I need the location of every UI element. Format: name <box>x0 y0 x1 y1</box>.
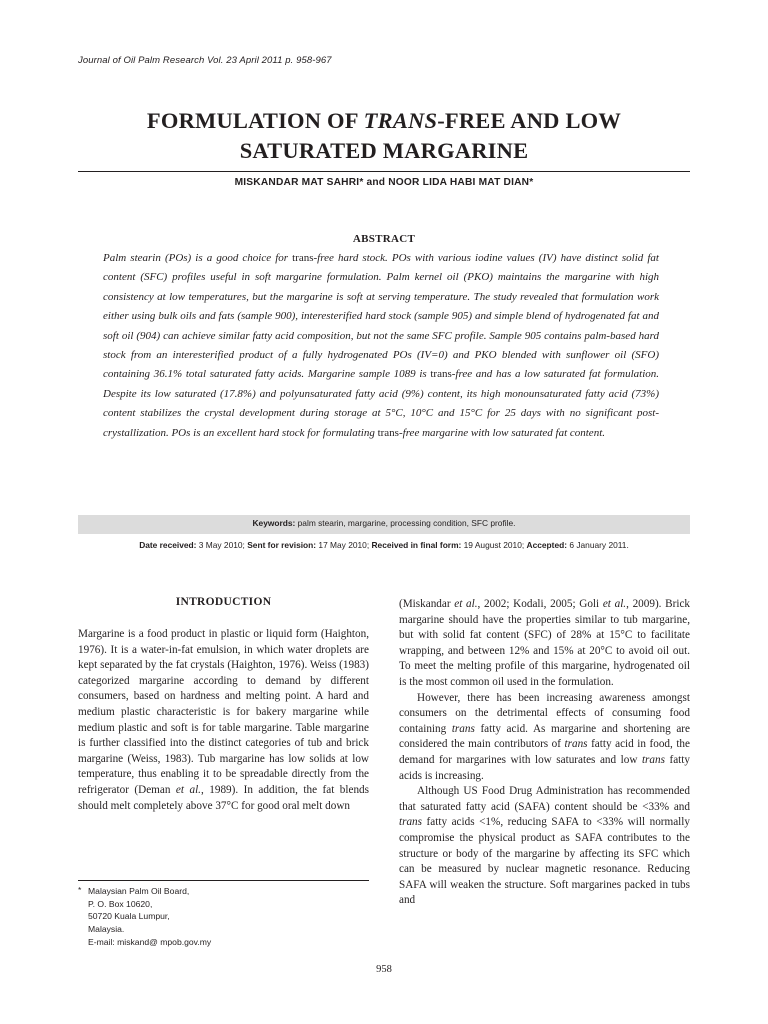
footnote-line: Malaysia. <box>88 924 125 935</box>
intro-paragraph-1-cont <box>399 597 690 691</box>
footnote-line: 50720 Kuala Lumpur, <box>88 911 170 922</box>
date-final-label: Received in final form: <box>371 540 462 550</box>
abstract-body <box>103 249 659 443</box>
intro-r2-text-c: fatty acid in food, the demand for margarines with low saturates and low <box>399 738 690 766</box>
footnote-line: P. O. Box 10620, <box>88 898 153 909</box>
footnote-line: Malaysian Palm Oil Board, <box>88 886 190 896</box>
abstract-trans-2: trans <box>430 368 452 381</box>
intro-r3-text-b: fatty acids <1%, reducing SAFA to <33% will normally compromise the physical product as SAFA contributes to the structure or body of the margarine by affecting its SFC which can be measured by nuclear magnetic resonance. Reducing SAFA will weaken the structure. Soft margarines packed in tubs and <box>399 816 690 907</box>
footnote-divider <box>78 880 369 881</box>
title-divider <box>78 171 690 172</box>
abstract-trans-1: trans <box>292 252 314 264</box>
intro-r2-text-d: fatty acids is increasing. <box>399 753 690 782</box>
footnote-affiliation <box>88 885 211 949</box>
intro-r2-trans-3: trans <box>641 753 665 766</box>
intro-p1-text-b: , 1989). In addition, the fat blends should melt completely above 37°C for good oral melt down <box>78 783 370 812</box>
intro-r2-text-a: However, there has been increasing awareness amongst consumers on the detrimental effects of consuming food containing <box>399 691 690 735</box>
paper-title <box>0 106 768 166</box>
title-line-2: SATURATED MARGARINE <box>239 138 529 163</box>
intro-r3-trans: trans <box>399 816 423 829</box>
title-part-1: FORMULATION OF <box>146 108 364 133</box>
intro-r2-trans-2: trans <box>564 738 588 751</box>
intro-paragraph-1 <box>78 627 369 814</box>
abstract-trans-3: trans <box>377 426 399 439</box>
keywords <box>78 518 690 528</box>
abstract-heading: ABSTRACT <box>352 233 416 245</box>
abstract-text-3: -free and has a low saturated fat formulation. Despite its low saturated (17.8%) and polyunsaturated fatty acid (9%) content, its high monounsaturated fatty acid (73%) content stabilizes the crystal development during storage at 5°C, 10°C and 15°C for 25 days with no significant post-crystallization. POs is an excellent hard stock for formulating <box>103 368 659 439</box>
submission-dates <box>78 540 690 550</box>
intro-r1-etal-2: et al. <box>602 598 627 610</box>
intro-p1-text-a: Margarine is a food product in plastic or liquid form (Haighton, 1976). It is a water-in-fat emulsion, in which water droplets are kept separated by the fat crystals (Haighton, 1976). Weiss (1983) categorized margarine according to demand by different consumers, based on hardness and melting point. A hard and medium plastic characteristic is for bakery margarine while medium plastic and soft is for table margarine. Table margarine is further classified into the distinct categories of tub and brick margarine (Weiss, 1983). Tub margarine has low solids at low temperature, thus enabling it to be spreadable directly from the refrigerator (Deman <box>78 628 369 796</box>
keywords-text: palm stearin, margarine, processing condition, SFC profile. <box>295 518 516 528</box>
introduction-heading: INTRODUCTION <box>175 596 272 608</box>
page-number: 958 <box>376 964 392 975</box>
keywords-label: Keywords: <box>252 518 296 528</box>
intro-r1-etal-1: et al. <box>454 598 478 610</box>
title-part-3: -FREE AND LOW <box>437 108 622 133</box>
date-received: 3 May 2010; <box>196 540 248 550</box>
abstract-text-4: -free margarine with low saturated fat content. <box>398 426 605 439</box>
authors: MISKANDAR MAT SAHRI* and NOOR LIDA HABI MAT DIAN* <box>234 177 534 188</box>
date-final: 19 August 2010; <box>461 540 527 550</box>
intro-p1-etal: et al. <box>175 783 201 796</box>
footnote-marker: * <box>78 885 82 895</box>
footnote-email: E-mail: miskand@ mpob.gov.my <box>88 936 212 947</box>
abstract-text-1: Palm stearin (POs) is a good choice for <box>103 252 293 264</box>
intro-r2-trans-1: trans <box>451 722 475 735</box>
date-revision-label: Sent for revision: <box>247 540 317 550</box>
introduction-left-column <box>78 627 369 814</box>
date-accepted-label: Accepted: <box>526 540 568 550</box>
introduction-right-column <box>399 597 690 909</box>
intro-r1-text-b: , 2002; Kodali, 2005; Goli <box>477 598 603 610</box>
date-accepted: 6 January 2011. <box>567 540 629 550</box>
title-trans-italic: TRANS <box>363 108 438 133</box>
date-revision: 17 May 2010; <box>316 540 372 550</box>
date-received-label: Date received: <box>139 540 197 550</box>
intro-paragraph-2 <box>399 691 690 785</box>
intro-paragraph-3 <box>399 784 690 909</box>
intro-r2-text-b: fatty acid. As margarine and shortening are considered the main contributors of <box>399 722 690 751</box>
journal-citation: Journal of Oil Palm Research Vol. 23 April 2011 p. 958-967 <box>78 55 332 66</box>
intro-r3-text-a: Although US Food Drug Administration has recommended that saturated fatty acid (SAFA) content should be <33% and <box>399 785 690 813</box>
intro-r1-text-c: , 2009). Brick margarine should have the properties similar to tub margarine, but with solid fat content (SFC) of 28% at 15°C to facilitate wrapping, and between 12% and 15% at 20°C to avoid oil out. To meet the melting profile of this margarine, hydrogenated oil is the most common oil used in the formulation. <box>399 598 691 688</box>
intro-r1-text-a: (Miskandar <box>399 598 455 610</box>
abstract-text-2: -free hard stock. POs with various iodine values (IV) have distinct solid fat content (SFC) profiles useful in soft margarine formulation. Palm kernel oil (PKO) maintains the margarine with high consistency at low temperatures, but the margarine is soft at serving temperature. The study revealed that formulation work either using bulk oils and fats (sample 900), interesterified hard stock (sample 905) and simple blend of hydrogenated fat and soft oil (904) can achieve similar fatty acid composition, but not the same SFC profile. Sample 905 contains palm-based hard stock from an interesterified product of a fully hydrogenated POs (IV=0) and PKO blended with sunflower oil (SFO) containing 36.1% total saturated fatty acids. Margarine sample 1089 is <box>103 252 659 381</box>
